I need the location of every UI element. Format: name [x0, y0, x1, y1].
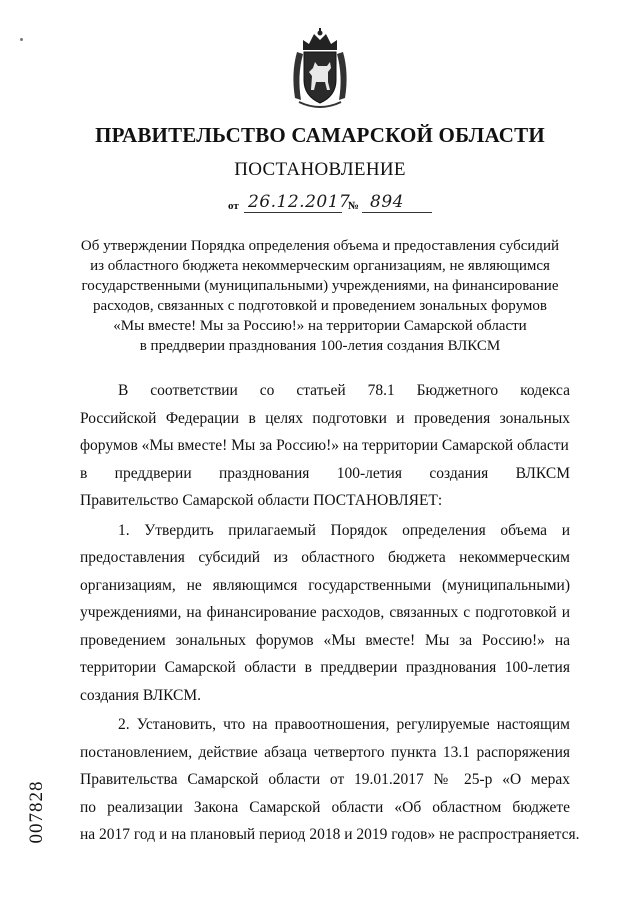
- text-line: форумов «Мы вместе! Мы за Россию!» на территории Самарской области: [80, 437, 569, 454]
- text-line: создания ВЛКСМ.: [80, 686, 202, 704]
- date-prefix: от: [228, 200, 239, 212]
- document-subject: [60, 236, 580, 356]
- text-line: по реализации Закона Самарской области «Об областном бюджете: [80, 798, 570, 816]
- document-type: ПОСТАНОВЛЕНИЕ: [234, 159, 406, 180]
- date-number-line: [228, 192, 448, 216]
- text-line: Российской Федерации в целях подготовки и проведения зональных: [80, 409, 570, 427]
- subject-line: Об утверждении Порядка определения объема и предоставления субсидий: [80, 238, 560, 254]
- samara-coat-of-arms-icon: [289, 28, 351, 110]
- text-line: постановлением, действие абзаца четвертого пункта 13.1 распоряжения: [80, 743, 570, 761]
- text-line: учреждениями, на финансирование расходов, связанных с подготовкой и: [80, 604, 570, 621]
- number-prefix: №: [348, 200, 360, 212]
- paragraph-item-1: [80, 517, 570, 710]
- subject-line: «Мы вместе! Мы за Россию!» на территории Самарской области: [113, 318, 527, 334]
- date-handwritten: 26.12.2017: [248, 192, 351, 212]
- number-underline: [362, 212, 432, 213]
- text-line: В соответствии со статьей 78.1 Бюджетного кодекса: [118, 382, 570, 399]
- text-line: проведением зональных форумов «Мы вместе! Мы за Россию!» на: [80, 631, 570, 649]
- registration-number: [23, 772, 51, 852]
- organization-title: ПРАВИТЕЛЬСТВО САМАРСКОЙ ОБЛАСТИ: [95, 123, 545, 147]
- text-line: в преддверии празднования 100-летия создания ВЛКСМ: [80, 464, 570, 482]
- text-line: организациям, не являющимся государственными (муниципальными): [80, 576, 570, 594]
- paragraph-item-2: [80, 711, 580, 849]
- paragraph-intro: [80, 377, 570, 515]
- subject-line: в преддверии празднования 100-летия создания ВЛКСМ: [139, 338, 501, 354]
- subject-line: расходов, связанных с подготовкой и проведением зональных форумов: [93, 298, 547, 314]
- document-body: [80, 377, 580, 849]
- subject-line: из областного бюджета некоммерческим организациям, не являющимся: [90, 258, 550, 274]
- subject-line: государственными (муниципальными) учреждениями, на финансирование: [81, 278, 559, 294]
- text-line: Правительства Самарской области от 19.01.2017 № 25-р «О мерах: [80, 771, 570, 788]
- number-handwritten: 894: [370, 192, 404, 212]
- text-line: на 2017 год и на плановый период 2018 и 2019 годов» не распространяется.: [80, 826, 580, 843]
- text-line: 2. Установить, что на правоотношения, регулируемые настоящим: [118, 716, 570, 733]
- text-line: предоставления субсидий из областного бюджета некоммерческим: [80, 549, 570, 566]
- scan-speck: [20, 38, 23, 41]
- date-underline: [244, 212, 342, 213]
- text-line: Правительство Самарской области ПОСТАНОВЛЯЕТ:: [80, 492, 443, 509]
- text-line: 1. Утвердить прилагаемый Порядок определения объема и: [118, 521, 570, 539]
- text-line: территории Самарской области в преддверии празднования 100-летия: [80, 659, 570, 676]
- registration-number-text: 007828: [26, 780, 47, 844]
